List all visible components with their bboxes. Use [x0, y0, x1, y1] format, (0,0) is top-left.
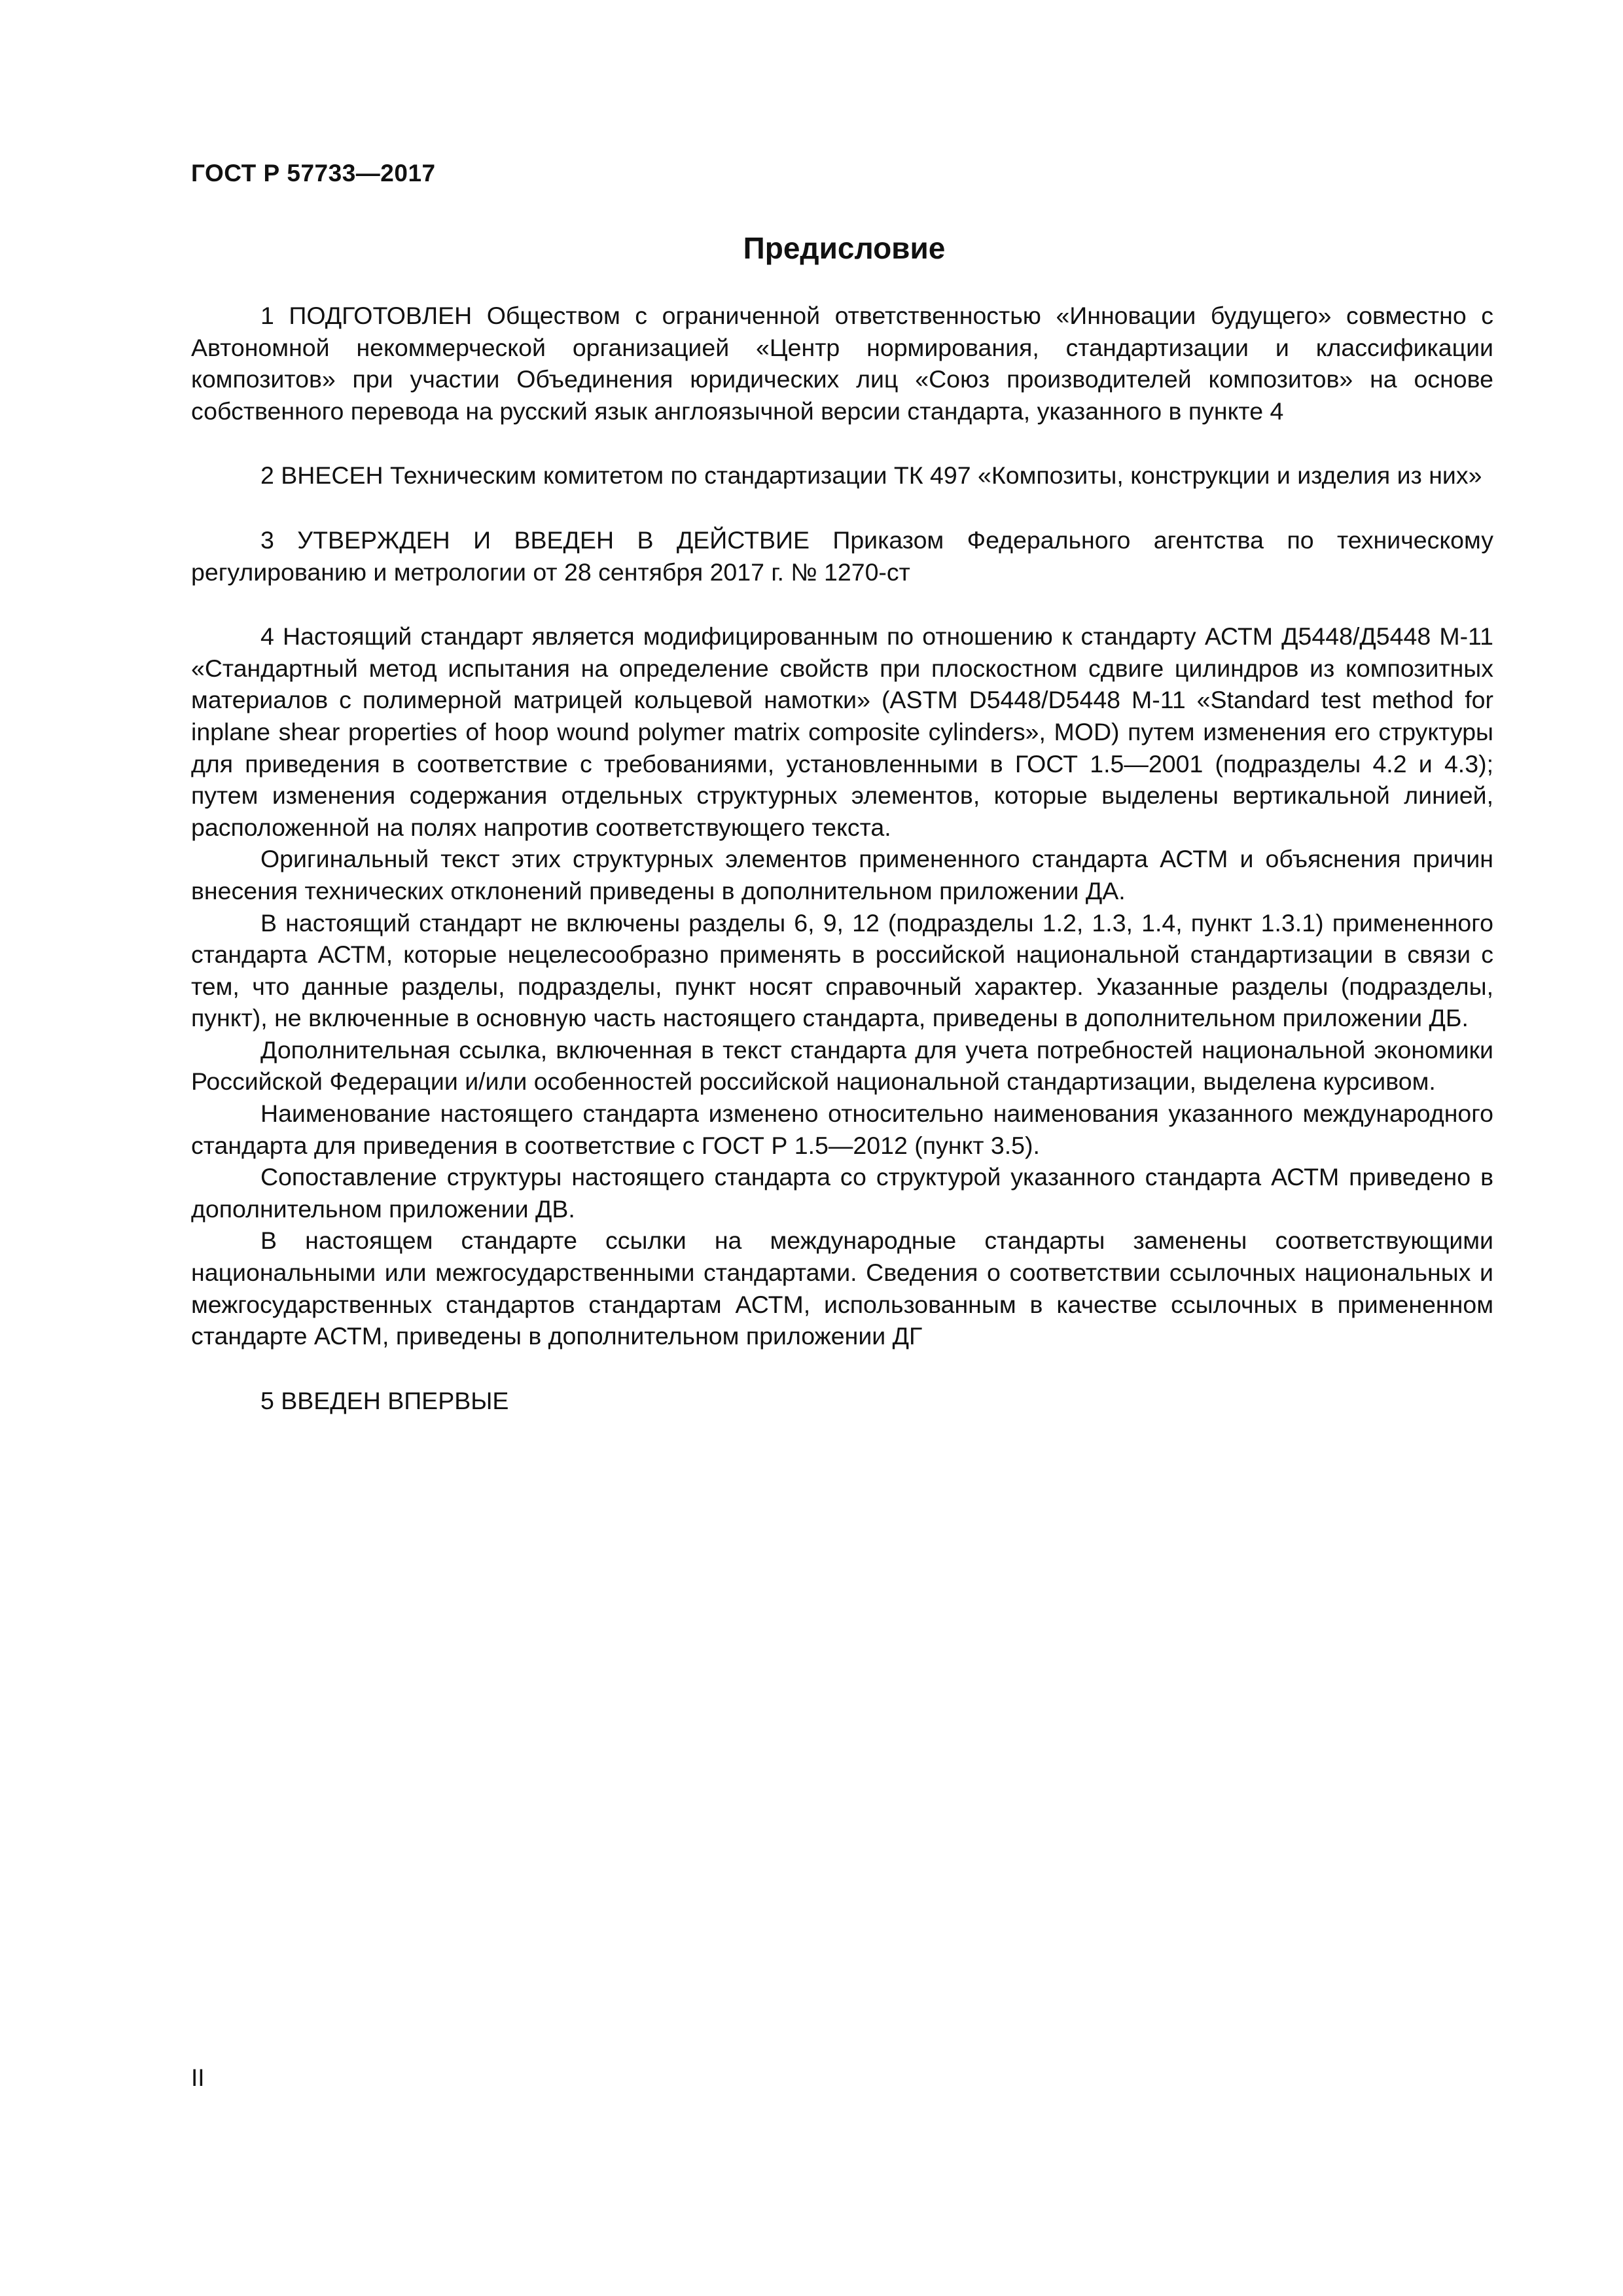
paragraph-original-text: Оригинальный текст этих структурных элементов примененного стандарта АСТМ и объяснения причин внесения технических отклонений приведены в дополнительном приложении ДА. [191, 845, 1493, 905]
paragraph-title-change: Наименование настоящего стандарта изменено относительно наименования указанного международного стандарта для приведения в соответствие с ГОСТ Р 1.5—2012 (пункт 3.5). [191, 1100, 1493, 1159]
paragraph-prepared-by: 1 ПОДГОТОВЛЕН Обществом с ограниченной ответственностью «Инновации будущего» совместно с Автономной некоммерческой организацией «Центр нормирования, стандартизации и классификации композитов» при участии Объединения юридических лиц «Союз производителей композитов» на основе собственного перевода на русский язык англоязычной версии стандарта, указанного в пункте 4 [191, 302, 1493, 425]
paragraph-structure-comparison: Сопоставление структуры настоящего стандарта со структурой указанного стандарта АСТМ приведено в дополнительном приложении ДВ. [191, 1163, 1493, 1223]
paragraph-modification: 4 Настоящий стандарт является модифицированным по отношению к стандарту АСТМ Д5448/Д5448 М-11 «Стандартный метод испытания на определение свойств при плоскостном сдвиге цилиндров из композитных материалов с полимерной матрицей кольцевой намотки» (ASTM D5448/D5448 M-11 «Standard test method for inplane shear properties of hoop wound polymer matrix composite cylinders», MOD) путем изменения его структуры для приведения в соответствие с требованиями, установленными в ГОСТ 1.5—2001 (подразделы 4.2 и 4.3); путем изменения содержания отдельных структурных элементов, которые выделены вертикальной линией, расположенной на полях напротив соответствующего текста. [191, 622, 1493, 841]
paragraph-introduced-by: 2 ВНЕСЕН Техническим комитетом по стандартизации ТК 497 «Композиты, конструкции и изделия из них» [260, 461, 1482, 490]
document-code: ГОСТ Р 57733—2017 [191, 160, 436, 187]
paragraph-first-introduced: 5 ВВЕДЕН ВПЕРВЫЕ [260, 1386, 509, 1414]
paragraph-references-replaced: В настоящем стандарте ссылки на международные стандарты заменены соответствующими национальными или межгосударственными стандартами. Сведения о соответствии ссылочных национальных и межгосударственных стандартов стандартам АСТМ, использованным в качестве ссылочных в примененном стандарте АСТМ, приведены в дополнительном приложении ДГ [191, 1227, 1493, 1350]
foreword-body [191, 300, 1493, 1416]
page-number: II [191, 2064, 205, 2091]
paragraph-excluded-sections: В настоящий стандарт не включены разделы 6, 9, 12 (подразделы 1.2, 1.3, 1.4, пункт 1.3.1) примененного стандарта АСТМ, которые нецелесообразно применять в российской национальной стандартизации в связи с тем, что данные разделы, подразделы, пункт носят справочный характер. Указанные разделы (подразделы, пункт), не включенные в основную часть настоящего стандарта, приведены в дополнительном приложении ДБ. [191, 908, 1493, 1032]
section-title: Предисловие [743, 231, 946, 265]
paragraph-additional-reference: Дополнительная ссылка, включенная в текст стандарта для учета потребностей национальной экономики Российской Федерации и/или особенностей российской национальной стандартизации, выделена курсивом. [191, 1035, 1493, 1096]
paragraph-approved: 3 УТВЕРЖДЕН И ВВЕДЕН В ДЕЙСТВИЕ Приказом Федерального агентства по техническому регулированию и метрологии от 28 сентября 2017 г. № 1270-ст [191, 526, 1493, 586]
